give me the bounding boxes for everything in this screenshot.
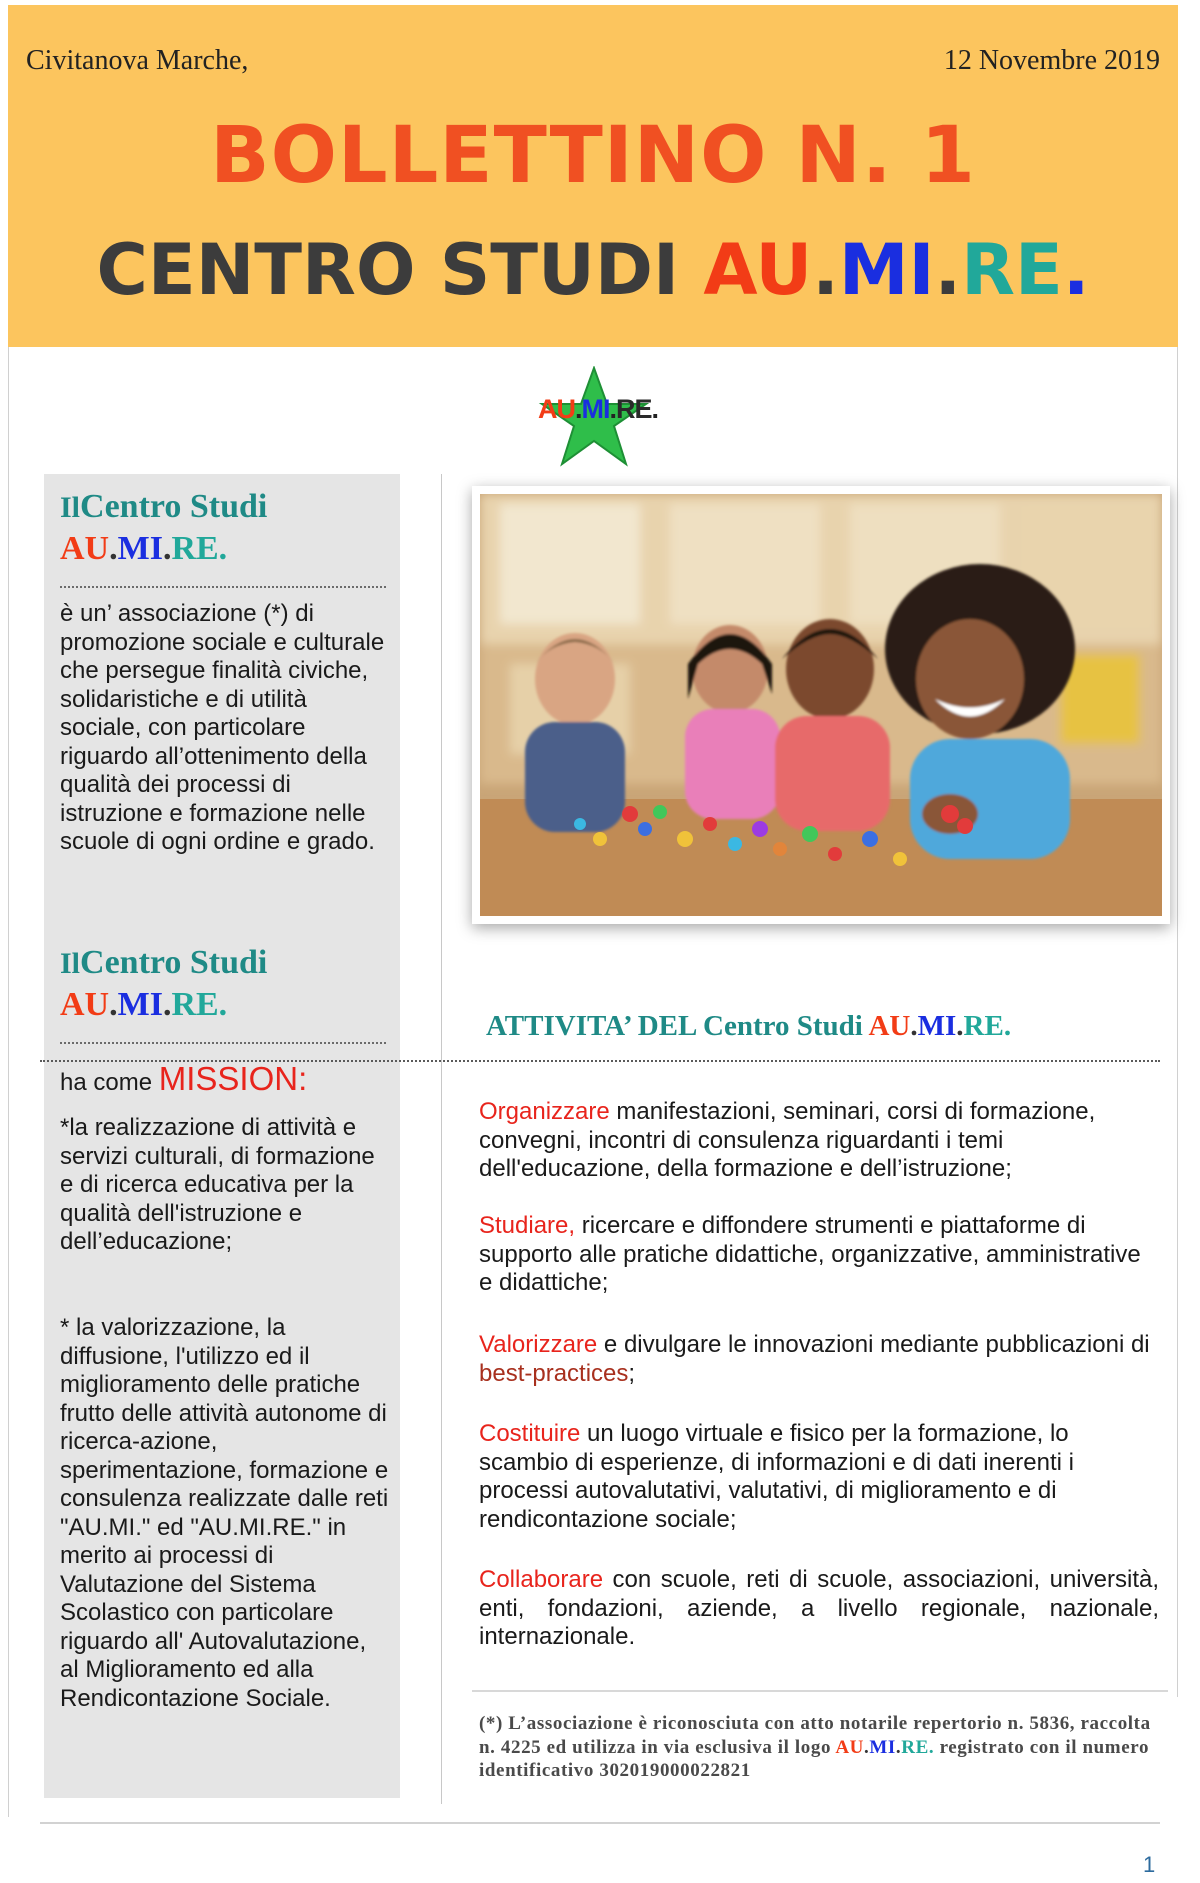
brand-mi: MI <box>117 530 163 567</box>
date-text: 12 Novembre 2019 <box>943 45 1160 76</box>
activity-text: ricercare e diffondere strumenti e piattaforme di supporto alle pratiche didattiche, organizzative, amministrative e didattiche; <box>479 1212 1141 1296</box>
brand-dot: . <box>1003 1010 1012 1042</box>
brand-au: AU <box>868 1010 911 1042</box>
activity-text: ; <box>628 1359 636 1387</box>
brand-re: RE <box>963 1010 1004 1042</box>
brand-mi: MI <box>869 1736 896 1758</box>
bulletin-title: BOLLETTINO N. 1 <box>210 111 976 201</box>
left-brand-1 <box>60 530 227 568</box>
logo-text <box>538 394 658 425</box>
mission-item-1: *la realizzazione di attività e servizi culturali, di formazione e di ricerca educativa per la qualità dell'istruzione e dell’educazione; <box>60 1114 375 1255</box>
brand-dot: . <box>956 1010 964 1042</box>
aumire-logo <box>534 366 659 476</box>
brand-dot: . <box>934 229 962 311</box>
brand-re: RE <box>171 986 219 1023</box>
frame-line-left <box>8 347 9 1817</box>
logo-re: RE <box>616 394 652 424</box>
activity-item <box>479 1212 1159 1298</box>
activity-item <box>479 1566 1159 1652</box>
brand-mi: MI <box>117 986 163 1023</box>
brand-au: AU <box>60 986 110 1023</box>
brand-dot: . <box>910 1010 918 1042</box>
brand-dot: . <box>218 986 228 1023</box>
column-divider <box>441 474 442 1804</box>
brand-re: RE <box>901 1736 929 1758</box>
activities-title-text: ATTIVITA’ DEL Centro Studi <box>486 1010 863 1042</box>
left-heading-2 <box>60 944 267 982</box>
brand-re: RE <box>961 229 1063 311</box>
activity-verb: Costituire <box>479 1420 581 1447</box>
brand-dot: . <box>109 986 118 1023</box>
brand-dot: . <box>812 229 839 311</box>
activity-verb: Organizzare <box>479 1098 610 1125</box>
footnote-text: (*) L’associazione è riconosciuta con atto notarile repertorio n. 5836, raccolta n. 4225 ed utilizza in via esclusiva il logo <box>479 1713 1151 1758</box>
mission-word: MISSION: <box>158 1060 308 1097</box>
logo-au: AU <box>538 394 575 424</box>
logo-dot: . <box>609 394 617 424</box>
mission-prefix: ha come <box>60 1069 153 1096</box>
bulletin-subtitle <box>8 229 1178 311</box>
brand-mi: MI <box>838 229 935 311</box>
brand-re: RE <box>171 530 219 567</box>
activity-text: manifestazioni, seminari, corsi di formazione, convegni, incontri di consulenza riguardanti i temi dell'educazione, della formazione e dell’istruzione; <box>479 1098 1096 1182</box>
footnote <box>479 1712 1159 1783</box>
brand-dot: . <box>162 986 172 1023</box>
left-sidebar <box>44 474 400 1798</box>
left-heading-1 <box>60 488 267 526</box>
activity-item <box>479 1098 1159 1184</box>
header-band <box>8 5 1178 347</box>
brand-dot: . <box>895 1736 902 1758</box>
classroom-image <box>480 494 1162 916</box>
brand-dot: . <box>864 1736 870 1758</box>
heading-text: Centro Studi <box>80 944 268 981</box>
children-photo <box>472 486 1170 924</box>
brand-mi: MI <box>917 1010 957 1042</box>
dotted-separator <box>40 1060 1160 1062</box>
subtitle-prefix: CENTRO STUDI <box>96 229 679 311</box>
activity-verb: Collaborare <box>479 1566 604 1593</box>
brand-au: AU <box>703 229 813 311</box>
activity-text: e divulgare le innovazioni mediante pubblicazioni di <box>597 1331 1150 1358</box>
activity-verb: Studiare, <box>479 1212 576 1239</box>
frame-line-right <box>1177 347 1178 1697</box>
place-text: Civitanova Marche, <box>26 45 249 76</box>
dotted-separator <box>60 1042 386 1044</box>
brand-dot: . <box>218 530 228 567</box>
brand-au: AU <box>835 1736 865 1758</box>
logo-dot: . <box>651 394 659 424</box>
brand-dot: . <box>1062 229 1090 311</box>
logo-mi: MI <box>581 394 610 424</box>
heading-article: Il <box>60 491 81 524</box>
mission-heading <box>60 1060 307 1098</box>
activity-text: con scuole, reti di scuole, associazioni, università, enti, fondazioni, aziende, a livello regionale, nazionale, internazionale. <box>479 1566 1159 1650</box>
footnote-text: registrato con il numero identificativo 302019000022821 <box>479 1736 1150 1781</box>
heading-article: Il <box>60 947 81 980</box>
brand-dot: . <box>162 530 172 567</box>
mission-item-2: * la valorizzazione, la diffusione, l'utilizzo ed il miglioramento delle pratiche frutto delle attività autonome di ricerca-azione, sperimentazione, formazione e consulenza realizzate dalle reti "AU.MI." ed "AU.MI.RE." in merito ai processi di Valutazione del Sistema Scolastico con particolare riguardo all' Autovalutazione, al Miglioramento ed alla Rendicontazione Sociale. <box>60 1314 389 1712</box>
heading-text: Centro Studi <box>80 488 268 525</box>
brand-dot: . <box>928 1736 935 1758</box>
activities-title <box>486 1010 1011 1043</box>
association-description: è un’ associazione (*) di promozione sociale e culturale che persegue finalità civiche, solidaristiche e di utilità sociale, con particolare riguardo all’ottenimento della qualità dei processi di istruzione e formazione nelle scuole di ogni ordine e grado. <box>60 600 385 855</box>
activity-text: un luogo virtuale e fisico per la formazione, lo scambio di esperienze, di informazioni e di dati inerenti i processi autovalutativi, valutativi, di miglioramento e di rendicontazione sociale; <box>479 1420 1074 1533</box>
bottom-rule <box>40 1822 1160 1824</box>
activity-verb: Valorizzare <box>479 1331 598 1358</box>
brand-dot: . <box>109 530 118 567</box>
activity-item <box>479 1420 1159 1534</box>
brand-au: AU <box>60 530 110 567</box>
activity-item <box>479 1331 1159 1388</box>
footnote-separator <box>472 1690 1168 1692</box>
dotted-separator <box>60 586 386 588</box>
left-brand-2 <box>60 986 227 1024</box>
best-practices-text: best-practices <box>479 1359 629 1387</box>
logo-dot: . <box>575 394 582 424</box>
page-number: 1 <box>1143 1852 1156 1877</box>
